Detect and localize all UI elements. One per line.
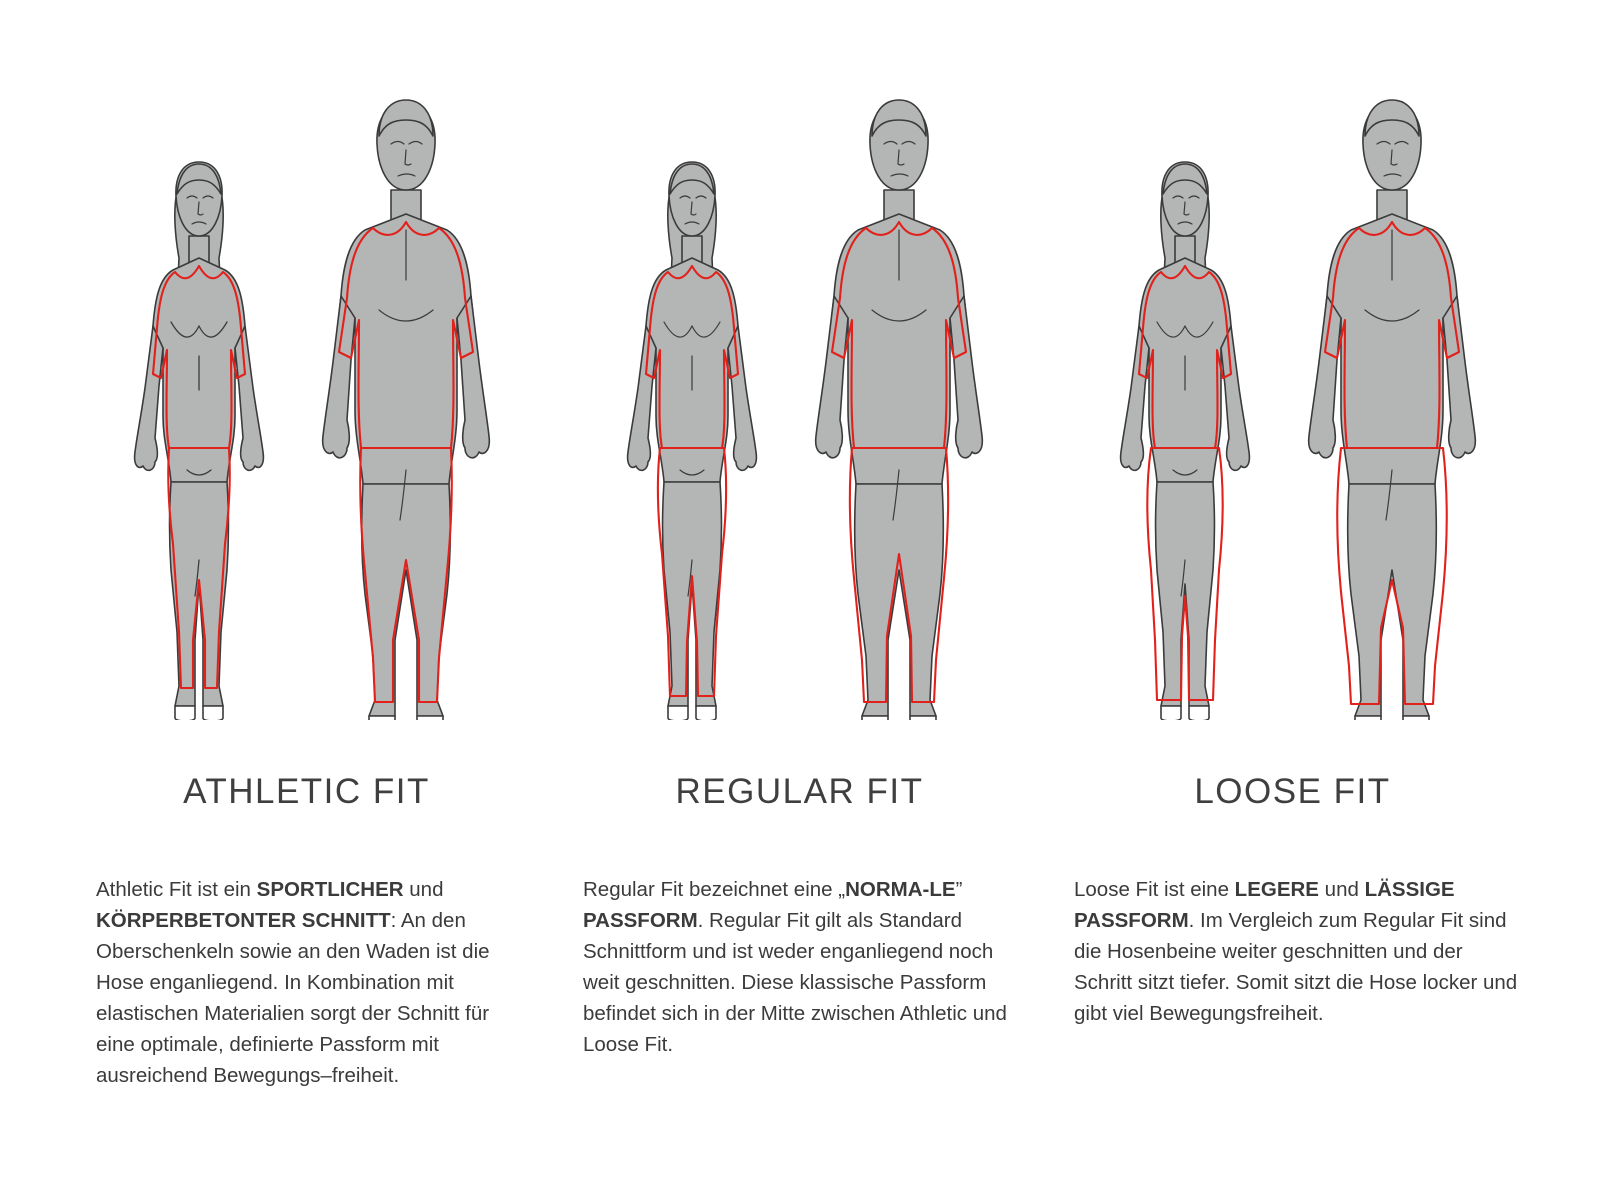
female-figure-athletic-fit xyxy=(99,140,299,720)
fit-title-regular: REGULAR FIT xyxy=(675,772,924,811)
female-figure-loose-fit xyxy=(1085,140,1285,720)
fit-description-loose: Loose Fit ist eine LEGERE und LÄSSIGE PASSFORM. Im Vergleich zum Regular Fit sind die Hosenbeine weiter geschnitten und der Schritt sitzt tiefer. Somit sitzt die Hose locker und gibt viel Bewegungsfreiheit. xyxy=(1074,878,1518,1025)
female-figure-regular-fit xyxy=(592,140,792,720)
male-figure-athletic-fit xyxy=(299,80,514,720)
fit-column-athletic xyxy=(60,60,553,1160)
fit-title-athletic: ATHLETIC FIT xyxy=(183,772,430,811)
male-figure-regular-fit xyxy=(792,80,1007,720)
fit-description-regular: Regular Fit bezeichnet eine „NORMA-LE” PASSFORM. Regular Fit gilt als Standard Schnittform und ist weder enganliegend noch weit geschnitten. Diese klassische Passform befindet sich in der Mitte zwischen Athletic und Loose Fit. xyxy=(583,878,1007,1056)
fit-description-athletic: Athletic Fit ist ein SPORTLICHER und KÖRPERBETONTER SCHNITT: An den Oberschenkeln sowie an den Waden ist die Hose enganliegend. In Kombination mit elastischen Materialien sorgt der Schnitt für eine optimale, definierte Passform mit ausreichend Bewegungs–freiheit. xyxy=(96,878,490,1087)
figure-group-athletic xyxy=(60,60,553,720)
fit-column-loose xyxy=(1046,60,1539,1160)
figure-group-loose xyxy=(1046,60,1539,720)
fit-title-loose: LOOSE FIT xyxy=(1194,772,1391,811)
fit-column-regular xyxy=(553,60,1046,1160)
male-figure-loose-fit xyxy=(1285,80,1500,720)
figure-group-regular xyxy=(553,60,1046,720)
